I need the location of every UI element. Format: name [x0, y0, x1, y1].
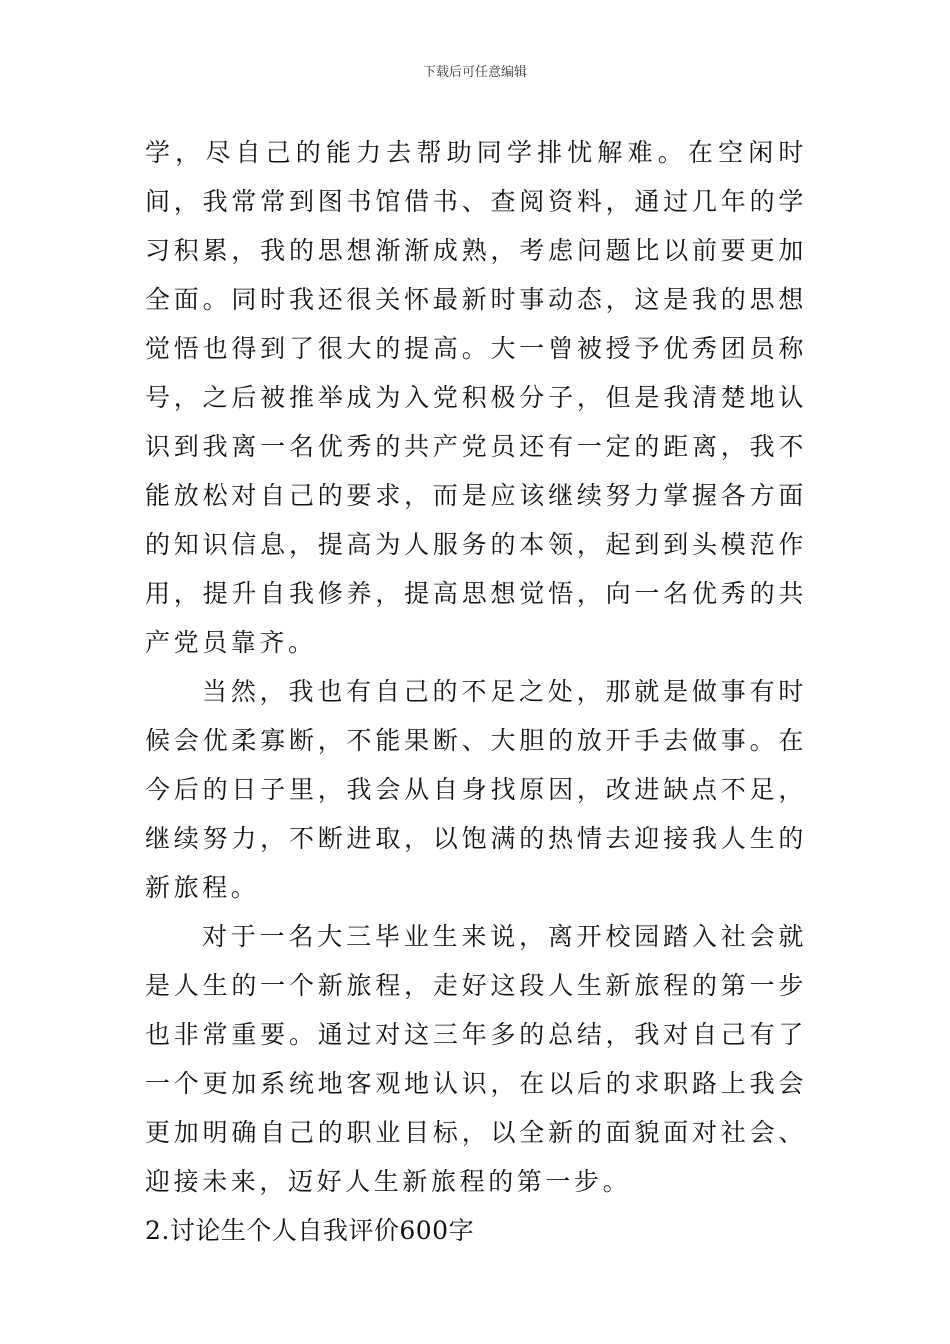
paragraph-shortcomings: 当然，我也有自己的不足之处，那就是做事有时候会优柔寡断，不能果断、大胆的放开手去做事。在今后的日子里，我会从自身找原因，改进缺点不足，继续努力，不断进取，以饱满的热情去迎接我人生的新旅程。: [145, 677, 807, 902]
section-heading: 2.讨论生个人自我评价600字: [145, 1216, 475, 1245]
page-header-note: 下载后可任意编辑: [422, 65, 527, 80]
document-body: [145, 128, 807, 1255]
paragraph-conclusion: 对于一名大三毕业生来说，离开校园踏入社会就是人生的一个新旅程，走好这段人生新旅程的第一步也非常重要。通过对这三年多的总结，我对自己有了一个更加系统地客观地认识，在以后的求职路上我会更加明确自己的职业目标，以全新的面貌面对社会、迎接未来，迈好人生新旅程的第一步。: [145, 922, 807, 1196]
paragraph-continued: 学，尽自己的能力去帮助同学排忧解难。在空闲时间，我常常到图书馆借书、查阅资料，通过几年的学习积累，我的思想渐渐成熟，考虑问题比以前要更加全面。同时我还很关怀最新时事动态，这是我的思想觉悟也得到了很大的提高。大一曾被授予优秀团员称号，之后被推举成为入党积极分子，但是我清楚地认识到我离一名优秀的共产党员还有一定的距离，我不能放松对自己的要求，而是应该继续努力掌握各方面的知识信息，提高为人服务的本领，起到到头模范作用，提升自我修养，提高思想觉悟，向一名优秀的共产党员靠齐。: [145, 138, 807, 657]
